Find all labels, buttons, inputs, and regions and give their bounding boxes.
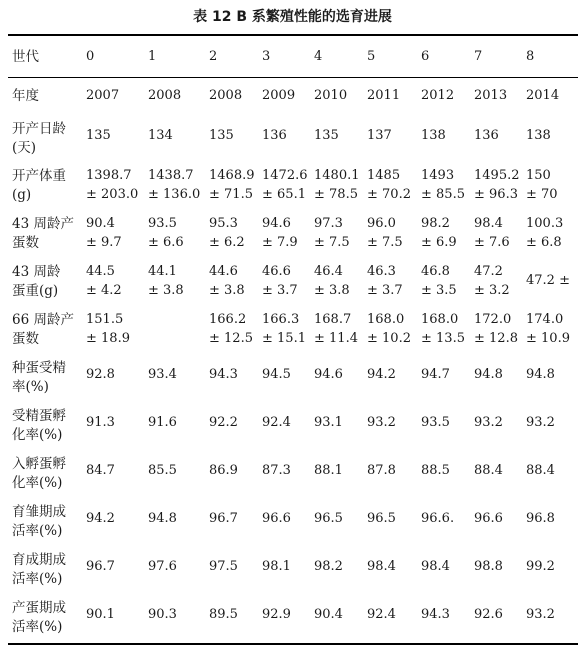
cell-onset-age: 136 [262,128,287,143]
cell-set-hatch: 88.5 [421,463,450,478]
cell-onset-age: 135 [86,128,111,143]
row-label-onset-weight: 开产体重 [12,167,66,184]
cell-egg-weight-43wk: ± 3.7 [367,282,403,298]
cell-onset-weight: ± 70.2 [367,186,411,202]
cell-brooding-survival: 94.8 [148,511,177,526]
cell-onset-weight: 1485 [367,167,401,183]
row-label-laying-survival: 活率(%) [12,618,63,635]
cell-egg-count-43wk: 93.5 [148,215,177,231]
cell-fertility: 92.8 [86,367,115,382]
cell-set-hatch: 88.4 [474,463,503,478]
cell-fertile-hatch: 92.2 [209,415,238,430]
header-cell-generation: 1 [148,49,157,64]
row-label-egg-count-43wk: 蛋数 [12,234,39,251]
row-label-egg-weight-43wk: 43 周龄 [12,263,61,280]
cell-brooding-survival: 96.5 [314,511,343,526]
cell-egg-count-66wk: 168.0 [367,311,405,327]
cell-fertile-hatch: 93.1 [314,415,343,430]
header-cell-generation: 8 [526,49,535,64]
cell-fertility: 94.6 [314,367,343,382]
cell-year: 2014 [526,88,560,103]
header-cell-generation: 5 [367,49,376,64]
cell-fertile-hatch: 93.2 [526,415,555,430]
cell-egg-weight-43wk: ± 3.5 [421,282,457,298]
cell-egg-count-66wk: ± 11.4 [314,330,358,346]
cell-egg-count-43wk: 98.2 [421,215,450,231]
cell-egg-count-43wk: ± 6.8 [526,234,562,250]
cell-year: 2008 [209,88,243,103]
table-header-rule [8,77,578,78]
cell-onset-weight: 1438.7 [148,167,194,183]
header-cell-generation: 7 [474,49,483,64]
cell-egg-count-66wk: 151.5 [86,311,124,327]
cell-onset-weight: 1398.7 [86,167,132,183]
cell-egg-count-66wk: ± 13.5 [421,330,465,346]
cell-egg-count-43wk: ± 7.6 [474,234,510,250]
row-label-fertility: 率(%) [12,378,49,395]
cell-egg-weight-43wk: 46.3 [367,263,396,279]
header-cell-generation: 2 [209,49,218,64]
cell-onset-age: 138 [421,128,446,143]
header-cell-generation: 0 [86,49,95,64]
cell-onset-age: 135 [314,128,339,143]
cell-egg-weight-43wk: ± 3.2 [474,282,510,298]
header-label: 世代 [12,49,39,65]
cell-fertility: 94.3 [209,367,238,382]
cell-egg-count-43wk: ± 7.5 [314,234,350,250]
cell-brooding-survival: 96.6. [421,511,455,526]
cell-egg-count-43wk: 98.4 [474,215,503,231]
cell-egg-weight-43wk: ± 4.2 [86,282,122,298]
row-label-egg-weight-43wk: 蛋重(g) [12,282,59,299]
cell-egg-weight-43wk: 47.2 ± [526,273,570,288]
cell-onset-weight: 150 [526,167,551,183]
cell-set-hatch: 86.9 [209,463,238,478]
cell-rearing-survival: 96.7 [86,559,115,574]
cell-brooding-survival: 96.5 [367,511,396,526]
cell-onset-weight: ± 136.0 [148,186,201,202]
cell-set-hatch: 88.4 [526,463,555,478]
cell-rearing-survival: 98.4 [367,559,396,574]
cell-fertility: 94.5 [262,367,291,382]
cell-year: 2008 [148,88,182,103]
cell-onset-age: 135 [209,128,234,143]
row-label-laying-survival: 产蛋期成 [12,599,66,616]
cell-egg-count-66wk: ± 10.9 [526,330,570,346]
row-label-egg-count-66wk: 蛋数 [12,330,39,347]
cell-set-hatch: 84.7 [86,463,115,478]
table-caption: 表 12 B 系繁殖性能的选育进展 [193,9,392,25]
cell-egg-count-43wk: ± 6.2 [209,234,245,250]
cell-egg-count-66wk: 166.2 [209,311,247,327]
cell-year: 2010 [314,88,348,103]
row-label-fertile-hatch: 化率(%) [12,426,63,443]
cell-onset-weight: ± 70 [526,186,558,202]
cell-onset-weight: 1472.6 [262,167,308,183]
row-label-onset-age: 开产日龄 [12,120,66,137]
cell-laying-survival: 90.4 [314,607,343,622]
row-label-rearing-survival: 育成期成 [12,551,66,568]
cell-onset-age: 136 [474,128,499,143]
cell-fertility: 94.8 [526,367,555,382]
cell-egg-weight-43wk: 46.8 [421,263,450,279]
cell-egg-count-66wk: ± 12.5 [209,330,253,346]
row-label-onset-weight: (g) [12,186,32,203]
cell-fertility: 94.7 [421,367,450,382]
cell-egg-count-43wk: 97.3 [314,215,343,231]
cell-egg-count-43wk: ± 6.9 [421,234,457,250]
cell-set-hatch: 85.5 [148,463,177,478]
cell-egg-count-43wk: 100.3 [526,215,564,231]
cell-laying-survival: 90.1 [86,607,115,622]
cell-rearing-survival: 98.1 [262,559,291,574]
cell-egg-weight-43wk: 44.6 [209,263,238,279]
cell-onset-weight: ± 85.5 [421,186,465,202]
cell-set-hatch: 87.8 [367,463,396,478]
cell-egg-count-43wk: 94.6 [262,215,291,231]
header-cell-generation: 4 [314,49,323,64]
cell-fertile-hatch: 93.5 [421,415,450,430]
cell-set-hatch: 88.1 [314,463,343,478]
cell-egg-count-66wk: ± 10.2 [367,330,411,346]
cell-onset-weight: ± 203.0 [86,186,139,202]
cell-fertile-hatch: 92.4 [262,415,291,430]
cell-laying-survival: 92.6 [474,607,503,622]
cell-egg-count-66wk: 172.0 [474,311,512,327]
cell-year: 2007 [86,88,120,103]
cell-fertility: 94.2 [367,367,396,382]
cell-laying-survival: 92.4 [367,607,396,622]
cell-fertile-hatch: 93.2 [474,415,503,430]
cell-rearing-survival: 97.5 [209,559,238,574]
header-cell-generation: 3 [262,49,271,64]
table-top-rule [8,34,578,36]
cell-onset-age: 137 [367,128,392,143]
cell-egg-count-43wk: ± 9.7 [86,234,122,250]
cell-egg-weight-43wk: 46.4 [314,263,343,279]
cell-onset-age: 134 [148,128,173,143]
cell-onset-weight: 1493 [421,167,455,183]
row-label-fertility: 种蛋受精 [12,359,66,376]
cell-egg-weight-43wk: 44.1 [148,263,177,279]
row-label-set-hatch: 入孵蛋孵 [12,455,66,472]
cell-egg-count-66wk: ± 12.8 [474,330,518,346]
cell-egg-weight-43wk: 46.6 [262,263,291,279]
cell-egg-count-66wk: 168.7 [314,311,352,327]
row-label-year: 年度 [12,88,39,104]
cell-egg-count-43wk: 95.3 [209,215,238,231]
cell-egg-weight-43wk: 44.5 [86,263,115,279]
table-bottom-rule [8,643,578,645]
cell-egg-weight-43wk: ± 3.8 [148,282,184,298]
cell-egg-count-66wk: ± 15.1 [262,330,306,346]
cell-rearing-survival: 98.8 [474,559,503,574]
cell-onset-weight: ± 96.3 [474,186,518,202]
row-label-rearing-survival: 活率(%) [12,570,63,587]
cell-year: 2012 [421,88,455,103]
cell-onset-weight: 1468.9 [209,167,255,183]
row-label-egg-count-43wk: 43 周龄产 [12,215,74,232]
row-label-brooding-survival: 育雏期成 [12,503,66,520]
row-label-brooding-survival: 活率(%) [12,522,63,539]
cell-fertile-hatch: 91.6 [148,415,177,430]
cell-rearing-survival: 98.4 [421,559,450,574]
cell-laying-survival: 92.9 [262,607,291,622]
cell-rearing-survival: 98.2 [314,559,343,574]
row-label-egg-count-66wk: 66 周龄产 [12,311,74,328]
cell-set-hatch: 87.3 [262,463,291,478]
cell-laying-survival: 90.3 [148,607,177,622]
cell-brooding-survival: 96.6 [262,511,291,526]
cell-egg-count-43wk: ± 6.6 [148,234,184,250]
cell-egg-weight-43wk: ± 3.7 [262,282,298,298]
cell-egg-weight-43wk: ± 3.8 [209,282,245,298]
cell-laying-survival: 93.2 [526,607,555,622]
cell-laying-survival: 94.3 [421,607,450,622]
row-label-onset-age: (天) [12,139,37,156]
cell-onset-weight: ± 71.5 [209,186,253,202]
header-cell-generation: 6 [421,49,430,64]
cell-brooding-survival: 96.8 [526,511,555,526]
cell-egg-weight-43wk: ± 3.8 [314,282,350,298]
cell-egg-count-43wk: ± 7.5 [367,234,403,250]
cell-egg-count-43wk: 90.4 [86,215,115,231]
cell-egg-count-43wk: ± 7.9 [262,234,298,250]
cell-year: 2013 [474,88,508,103]
row-label-fertile-hatch: 受精蛋孵 [12,407,66,424]
cell-brooding-survival: 96.6 [474,511,503,526]
cell-onset-age: 138 [526,128,551,143]
cell-year: 2009 [262,88,296,103]
cell-egg-count-66wk: 168.0 [421,311,459,327]
cell-fertility: 93.4 [148,367,177,382]
cell-fertility: 94.8 [474,367,503,382]
cell-onset-weight: 1480.1 [314,167,360,183]
cell-egg-count-43wk: 96.0 [367,215,396,231]
row-label-set-hatch: 化率(%) [12,474,63,491]
cell-fertile-hatch: 91.3 [86,415,115,430]
cell-egg-count-66wk: 166.3 [262,311,300,327]
cell-egg-count-66wk: ± 18.9 [86,330,130,346]
cell-rearing-survival: 99.2 [526,559,555,574]
cell-egg-weight-43wk: 47.2 [474,263,503,279]
cell-year: 2011 [367,88,401,103]
cell-rearing-survival: 97.6 [148,559,177,574]
cell-egg-count-66wk: 174.0 [526,311,564,327]
cell-onset-weight: ± 78.5 [314,186,358,202]
cell-brooding-survival: 96.7 [209,511,238,526]
cell-brooding-survival: 94.2 [86,511,115,526]
cell-fertile-hatch: 93.2 [367,415,396,430]
cell-onset-weight: 1495.2 [474,167,520,183]
cell-onset-weight: ± 65.1 [262,186,306,202]
cell-laying-survival: 89.5 [209,607,238,622]
